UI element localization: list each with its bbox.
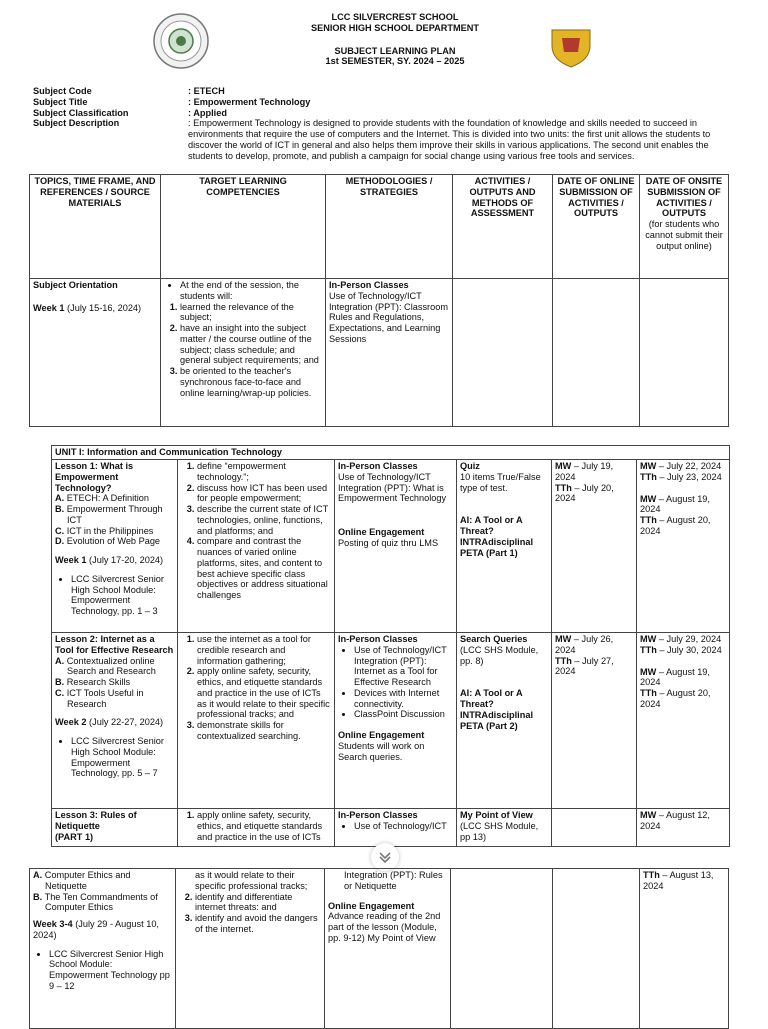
col-competencies: TARGET LEARNING COMPETENCIES xyxy=(161,175,326,279)
list-item: • Use of Technology/ICT xyxy=(354,821,453,832)
lesson3-week: Week 3-4 (July 29 - August 10, 2024) xyxy=(33,919,159,940)
list-item: B. Research Skills xyxy=(55,677,131,688)
lesson3-part: (PART 1) xyxy=(55,831,94,842)
list-item: B. Empowerment Through ICT xyxy=(55,504,163,525)
lesson1-online-date: TTh – July 20, 2024 xyxy=(555,482,614,504)
lesson2-refs xyxy=(55,736,174,779)
col-online-date: DATE OF ONLINE SUBMISSION OF ACTIVITIES / OUTPUTS xyxy=(553,175,640,279)
subject-code: : ETECH xyxy=(188,86,225,96)
lesson1-activity-text: 10 items True/False type of test. xyxy=(460,471,541,493)
subject-title-label: Subject Title xyxy=(33,96,88,107)
list-item: • Use of Technology/ICT Integration (PPT): Internet as a Tool for Effective Research xyxy=(354,645,453,688)
school-seal-logo xyxy=(150,12,212,70)
school-name: LCC SILVERCREST SCHOOL xyxy=(331,12,459,22)
lesson1-online-text: Posting of quiz thru LMS xyxy=(338,537,439,548)
lesson1-competencies xyxy=(181,461,331,601)
col-activities: ACTIVITIES / OUTPUTS AND METHODS OF ASSESSMENT xyxy=(453,175,553,279)
lesson2-row xyxy=(52,633,730,809)
orientation-method-title: In-Person Classes xyxy=(329,280,409,290)
lesson2-method-title: In-Person Classes xyxy=(338,634,418,644)
lesson3-online-text: Advance reading of the 2nd part of the lesson (Module, pp. 9-12) My Point of View xyxy=(328,911,441,943)
lesson1-onsite-date: MW – August 19, 2024 xyxy=(640,493,710,515)
subject-desc-label: Subject Description xyxy=(33,118,120,129)
list-item: • Devices with Internet connectivity. xyxy=(354,688,453,710)
lesson1-method-text: Use of Technology/ICT Integration (PPT): What is Empowerment Technology xyxy=(338,471,447,504)
lesson3-competencies-cont xyxy=(179,892,321,935)
lesson1-title: Lesson 1: What is Empowerment Technology? xyxy=(55,461,134,493)
lesson2-activity-text: (LCC SHS Module, pp. 8) xyxy=(460,644,539,666)
lesson1-week: Week 1 (July 17-20, 2024) xyxy=(55,555,164,566)
subject-code-label: Subject Code xyxy=(33,86,92,96)
lesson3-ref: • LCC Silvercrest Senior High School Module: Empowerment Technology pp 9 – 12 xyxy=(49,949,172,992)
list-item: A. Contextualized online Search and Research xyxy=(55,655,156,677)
lesson3-method-title: In-Person Classes xyxy=(338,810,418,820)
subject-description: : Empowerment Technology is designed to provide students with the foundation of knowledge and skills needed to succeed in environments that require the use of computers and the Internet. This is divided into two units: the first unit allows the students to discover the world of ICT in general and also helps them improve their skills in various applications. The second unit enables the students to develop, promote, and publish a campaign for social change using various free tools and services. xyxy=(188,118,711,161)
lesson3-row xyxy=(52,809,730,847)
list-item: A. ETECH: A Definition xyxy=(55,493,149,504)
learning-plan-table xyxy=(29,174,729,427)
lesson3-competency-cont: as it would relate to their specific professional tracks; xyxy=(195,870,308,891)
lcc-shield-logo xyxy=(548,12,594,68)
list-item: 1. apply online safety, security, ethics, and etiquette standards and practice in the use of ICTs xyxy=(197,810,331,842)
lesson2-title: Lesson 2: Internet as a Tool for Effective Research xyxy=(55,634,174,655)
orientation-method-text: Use of Technology/ICT Integration (PPT): Classroom Rules and Regulations, Expectations, and Learning Sessions xyxy=(329,290,448,344)
orientation-title: Subject Orientation xyxy=(33,280,118,290)
list-item: 2. have an insight into the subject matter / the course outline of the subject; class schedule; and general subject requirements; and xyxy=(180,323,322,366)
lesson1-refs xyxy=(55,574,174,617)
lesson3-refs xyxy=(33,949,172,992)
lesson2-onsite-date: MW – July 29, 2024 xyxy=(640,634,722,644)
lesson2-online-title: Online Engagement xyxy=(338,730,425,741)
subject-classification: : Applied xyxy=(188,107,227,118)
lesson2-onsite-date: TTh – August 20, 2024 xyxy=(640,688,711,709)
lesson1-activity-ai: AI: A Tool or A Threat? xyxy=(460,515,523,537)
scroll-down-button[interactable] xyxy=(371,843,399,871)
lesson1-activity-title: Quiz xyxy=(460,461,480,471)
list-item: 2. apply online safety, security, ethics, and etiquette standards and practice in the use of ICTs as it would relate to their specific professional tracks; and xyxy=(197,666,331,720)
lesson2-week: Week 2 (July 22-27, 2024) xyxy=(55,717,164,728)
lesson1-activity-peta: INTRAdisciplinal PETA (Part 1) xyxy=(460,536,533,558)
lesson1-method-title: In-Person Classes xyxy=(338,461,418,471)
orientation-competencies xyxy=(164,302,322,399)
subject-class-label: Subject Classification xyxy=(33,107,129,118)
lesson3-onsite-date: TTh – August 13, 2024 xyxy=(643,870,714,891)
lesson2-activity-ai: AI: A Tool or A Threat? xyxy=(460,688,523,710)
page2-table xyxy=(29,868,729,1029)
lesson1-online-date: MW – July 19, 2024 xyxy=(555,461,614,482)
lesson2-onsite-date: MW – August 19, 2024 xyxy=(640,666,710,688)
unit1-title: UNIT I: Information and Communication Technology xyxy=(52,446,730,460)
school-title-block xyxy=(245,12,545,67)
lesson3-activity-text: (LCC SHS Module, pp 13) xyxy=(460,820,539,842)
list-item: 3. be oriented to the teacher's synchronous face-to-face and online learning/wrap-up policies. xyxy=(180,366,322,398)
lesson3-onsite-date: MW – August 12, 2024 xyxy=(640,810,710,831)
list-item: 1. learned the relevance of the subject; xyxy=(180,302,322,324)
list-item: 3. describe the current state of ICT technologies, online, functions, and platforms; and xyxy=(197,504,331,536)
list-item: 1. define “empowerment technology.”; xyxy=(197,461,331,483)
subject-info xyxy=(33,86,733,161)
lesson3-continued-row xyxy=(30,869,729,1029)
list-item: 3. identify and avoid the dangers of the internet. xyxy=(195,913,321,935)
list-item: 2. identify and differentiate internet threats: and xyxy=(195,892,321,914)
lesson1-topics xyxy=(55,493,174,547)
list-item: A. Computer Ethics and Netiquette xyxy=(33,870,131,891)
lesson2-activity-peta: INTRAdisciplinal PETA (Part 2) xyxy=(460,709,533,731)
department-name: SENIOR HIGH SCHOOL DEPARTMENT xyxy=(310,22,480,33)
lesson1-online-title: Online Engagement xyxy=(338,527,425,538)
lesson2-online-date: MW – July 26, 2024 xyxy=(555,634,614,655)
lesson3-topics xyxy=(33,870,172,913)
plan-title: SUBJECT LEARNING PLAN xyxy=(334,45,456,56)
list-item: D. Evolution of Web Page xyxy=(55,536,161,547)
chevron-down-icon xyxy=(378,850,392,864)
orientation-row xyxy=(30,279,729,427)
lesson1-onsite-date: TTh – August 20, 2024 xyxy=(640,515,711,536)
lesson1-row xyxy=(52,460,730,633)
list-item: C. ICT Tools Useful in Research xyxy=(55,687,144,709)
lesson3-competencies xyxy=(181,810,331,842)
lesson3-online-title: Online Engagement xyxy=(328,900,415,911)
lesson2-competencies xyxy=(181,634,331,742)
list-item: 1. use the internet as a tool for credible research and information gathering; xyxy=(197,634,331,666)
lesson1-onsite-date: MW – July 22, 2024 xyxy=(640,461,722,471)
lesson2-methods xyxy=(338,645,453,720)
orientation-week: Week 1 (July 15-16, 2024) xyxy=(33,302,142,313)
list-item: 3. demonstrate skills for contextualized searching. xyxy=(197,720,331,742)
lesson3-activity-title: My Point of View xyxy=(460,810,533,820)
lesson1-onsite-date: TTh – July 23, 2024 xyxy=(640,471,722,482)
lesson1-ref: • LCC Silvercrest Senior High School Module: Empowerment Technology, pp. 1 – 3 xyxy=(71,574,174,617)
col-onsite-note: (for students who cannot submit their output online) xyxy=(645,219,723,251)
list-item: B. The Ten Commandments of Computer Ethics xyxy=(33,891,158,913)
subject-title: : Empowerment Technology xyxy=(188,96,311,107)
list-item: • ClassPoint Discussion xyxy=(354,709,453,720)
lesson2-ref: • LCC Silvercrest Senior High School Module: Empowerment Technology, pp. 5 – 7 xyxy=(71,736,174,779)
col-topics: TOPICS, TIME FRAME, AND REFERENCES / SOURCE MATERIALS xyxy=(30,175,161,279)
col-methodologies: METHODOLOGIES / STRATEGIES xyxy=(326,175,453,279)
list-item: C. ICT in the Philippines xyxy=(55,525,154,536)
lesson3-methods xyxy=(338,821,453,832)
orientation-intro-list xyxy=(164,280,322,302)
lesson2-online-date: TTh – July 27, 2024 xyxy=(555,655,614,677)
lesson2-topics xyxy=(55,656,174,710)
lesson2-onsite-date: TTh – July 30, 2024 xyxy=(640,644,722,655)
col-onsite-date: DATE OF ONSITE SUBMISSION OF ACTIVITIES / OUTPUTS (for students who cannot submit their output online) xyxy=(640,175,729,279)
lesson2-activity-title: Search Queries xyxy=(460,634,528,644)
lesson2-online-text: Students will work on Search queries. xyxy=(338,740,425,762)
unit1-table xyxy=(51,445,730,847)
lesson3-method-cont: Integration (PPT): Rules or Netiquette xyxy=(344,870,443,891)
document-header xyxy=(150,12,620,72)
lesson3-title: Lesson 3: Rules of Netiquette xyxy=(55,810,137,831)
orientation-intro: • At the end of the session, the students will: xyxy=(180,280,322,302)
list-item: 2. discuss how ICT has been used for people empowerment; xyxy=(197,483,331,505)
semester-label: 1st SEMESTER, SY. 2024 – 2025 xyxy=(325,56,465,67)
list-item: 4. compare and contrast the nuances of varied online platforms, sites, and content to best achieve specific class objectives or address situational challenges xyxy=(197,536,331,601)
